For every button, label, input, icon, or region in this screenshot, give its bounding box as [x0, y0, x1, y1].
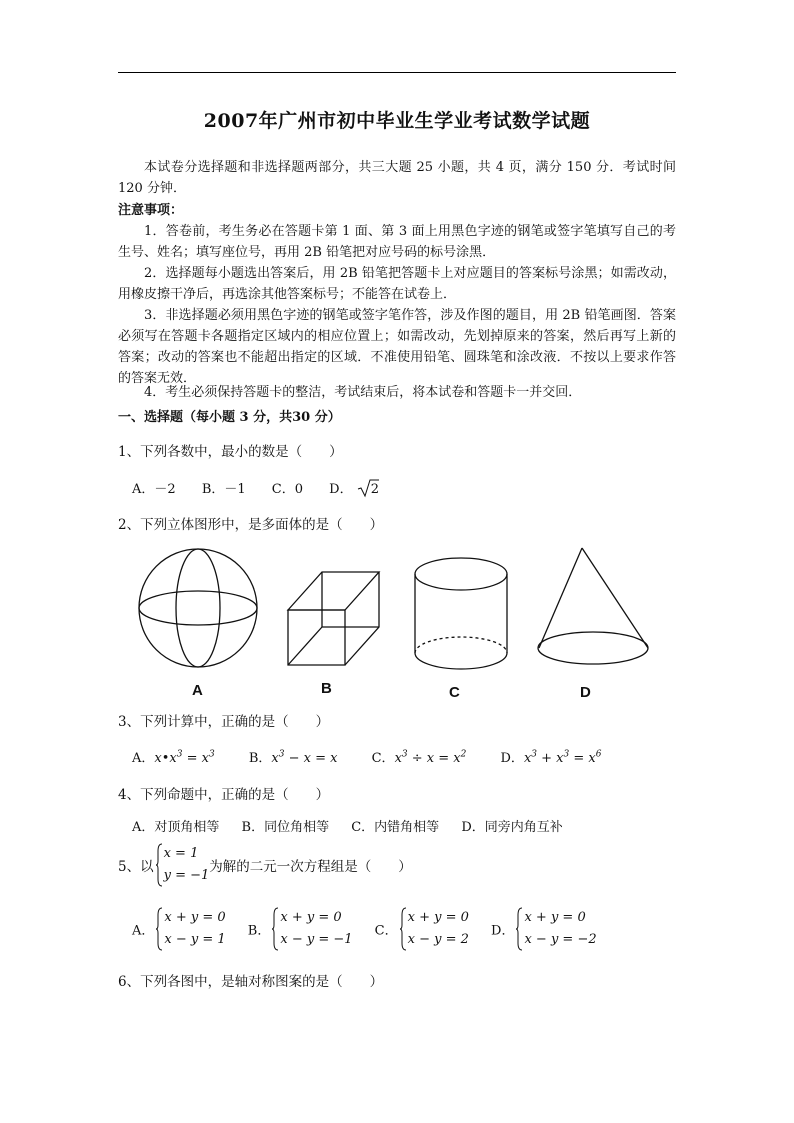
section-heading-choice: 一、选择题（每小题 3 分，共30 分） — [118, 410, 341, 425]
option-a-prefix: A． — [132, 751, 155, 766]
equation-2: x − y = −1 — [280, 932, 353, 947]
cuboid-figure — [288, 572, 379, 665]
option-d — [329, 478, 379, 498]
figure-label-a: A — [192, 682, 203, 699]
figure-label-d: D — [580, 684, 591, 701]
question-6-stem: 6、下列各图中，是轴对称图案的是（ ） — [118, 974, 384, 990]
question-4-stem: 4、下列命题中，正确的是（ ） — [118, 787, 330, 803]
option-a-prefix: A． — [132, 923, 155, 939]
question-4-options — [132, 816, 585, 835]
option-a: A．－2 — [132, 482, 176, 497]
option-d: D．$x^3 + x^3 = x^6$ — [500, 749, 602, 766]
option-b — [248, 907, 353, 951]
option-c-prefix: C． — [374, 923, 398, 939]
option-a: A．对顶角相等 — [132, 820, 220, 835]
solid-figures — [130, 540, 670, 705]
sphere-figure — [139, 549, 257, 667]
option-b-prefix: B． — [248, 751, 272, 766]
question-5-prefix: 5、以 — [118, 859, 154, 875]
notice-heading: 注意事项： — [118, 203, 184, 218]
equation-2: x − y = 1 — [164, 932, 226, 947]
option-c — [375, 907, 469, 951]
option-d-prefix: D． — [329, 482, 353, 497]
option-c-system — [400, 907, 469, 951]
option-b: B．同位角相等 — [241, 820, 330, 835]
page-title: 2007年广州市初中毕业生学业考试数学试题 — [203, 110, 591, 132]
question-1-stem: 1、下列各数中，最小的数是（ ） — [118, 444, 343, 460]
equation-2: x − y = 2 — [407, 932, 469, 947]
option-a-system — [156, 907, 225, 951]
question-3-options — [132, 747, 623, 766]
option-d: D．同旁内角互补 — [461, 820, 563, 835]
equation-1: x + y = 0 — [164, 910, 226, 925]
option-c-prefix: C． — [371, 751, 395, 766]
option-c: C．0 — [271, 482, 303, 497]
option-b-prefix: B． — [247, 923, 271, 939]
option-b: B．$x^3 - x = x$ — [248, 749, 338, 766]
option-b-system — [272, 907, 352, 951]
question-5-suffix: 为解的二元一次方程组是（ ） — [209, 859, 412, 875]
option-d-system — [516, 907, 596, 951]
option-a: A．$x•x^3 = x^3$ — [132, 749, 215, 766]
question-5-stem — [118, 843, 412, 887]
given-x: x = 1 — [163, 846, 199, 861]
notice-item-1: 1．答卷前，考生务必在答题卡第 1 面、第 3 面上用黑色字迹的钢笔或签字笔填写自己的考生号、姓名；填写座位号，再用 2B 铅笔把对应号码的标号涂黑． — [118, 224, 676, 260]
question-3-stem: 3、下列计算中，正确的是（ ） — [118, 714, 330, 730]
cylinder-figure — [415, 558, 507, 669]
equation-2: x − y = −2 — [524, 932, 597, 947]
cone-figure — [538, 548, 648, 664]
equation-1: x + y = 0 — [407, 910, 469, 925]
figure-label-c: C — [449, 684, 460, 701]
header-rule — [118, 72, 676, 73]
given-solution-system — [156, 843, 210, 887]
equation-1: x + y = 0 — [524, 910, 586, 925]
option-c: C．$x^3 \div x = x^2$ — [371, 749, 467, 766]
option-a — [132, 907, 226, 951]
question-5-options — [132, 907, 619, 951]
option-c: C．内错角相等 — [351, 820, 440, 835]
option-d-prefix: D． — [491, 923, 515, 939]
notice-item-2: 2．选择题每小题选出答案后，用 2B 铅笔把答题卡上对应题目的答案标号涂黑；如需改动，用橡皮擦干净后，再选涂其他答案标号；不能答在试卷上． — [118, 266, 676, 302]
option-d — [491, 907, 597, 951]
question-2-stem: 2、下列立体图形中，是多面体的是（ ） — [118, 517, 384, 533]
notice-item-4: 4．考生必须保持答题卡的整洁，考试结束后，将本试卷和答题卡一并交回． — [144, 385, 582, 400]
sqrt-radicand: 2 — [370, 482, 379, 497]
given-y: y = −1 — [163, 868, 210, 883]
notice-item-3: 3．非选择题必须用黑色字迹的钢笔或签字笔作答，涉及作图的题目，用 2B 铅笔画图．答案必须写在答题卡各题指定区域内的相应位置上；如需改动，先划掉原来的答案，然后再写上新的答案；改动的答案也不能超出指定的区域．不准使用铅笔、圆珠笔和涂改液．不按以上要求作答的答案无效． — [118, 308, 676, 386]
intro-paragraph: 本试卷分选择题和非选择题两部分，共三大题 25 小题，共 4 页，满分 150 分．考试时间 120 分钟． — [118, 160, 676, 196]
figure-label-b: B — [321, 680, 332, 697]
equation-1: x + y = 0 — [280, 910, 342, 925]
option-b: B．－1 — [201, 482, 246, 497]
question-1-options — [132, 478, 401, 498]
option-d-prefix: D． — [500, 751, 524, 766]
